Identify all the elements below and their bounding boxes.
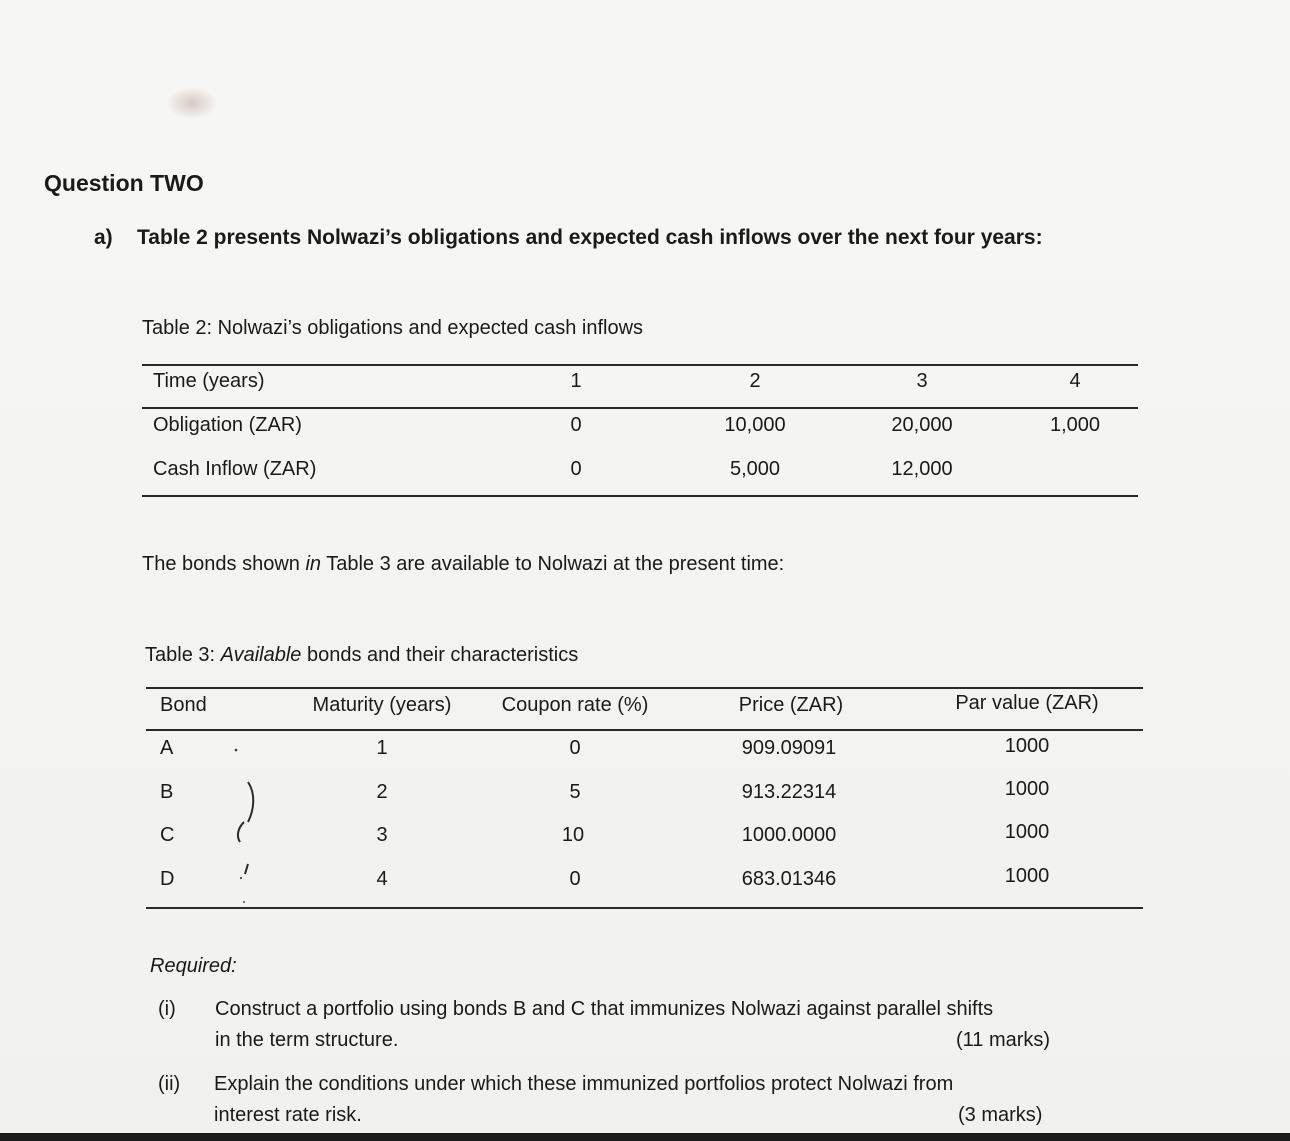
table2-cell: 5,000 bbox=[729, 458, 781, 480]
bottom-edge-bar bbox=[0, 1133, 1290, 1141]
table3-cell: 1000 bbox=[1004, 821, 1050, 843]
table2-caption: Table 2: Nolwazi’s obligations and expected cash inflows bbox=[142, 317, 644, 339]
table3-bond-label: D bbox=[160, 868, 175, 890]
table2-header-year: 4 bbox=[1069, 370, 1081, 392]
table3-top-rule bbox=[146, 687, 1143, 689]
required-label: Required: bbox=[150, 955, 237, 977]
table3-cell: 1 bbox=[376, 737, 388, 759]
table3-cell: 0 bbox=[569, 737, 581, 759]
table3-cell: 3 bbox=[376, 824, 388, 846]
table2-header-rule bbox=[142, 407, 1138, 409]
table3-header: Bond bbox=[160, 694, 207, 716]
table3-header: Maturity (years) bbox=[312, 694, 452, 716]
table3-header-rule bbox=[146, 729, 1143, 731]
table2-row-label: Cash Inflow (ZAR) bbox=[153, 458, 317, 480]
table3-cell: 1000 bbox=[1004, 735, 1050, 757]
handwritten-pen-mark bbox=[226, 738, 266, 908]
table3-caption: Table 3: Available bonds and their characteristics bbox=[145, 644, 579, 666]
table2-bottom-rule bbox=[142, 495, 1138, 497]
part-label: a) bbox=[94, 226, 113, 249]
item-marks: (3 marks) bbox=[958, 1104, 1043, 1126]
table2-header-year: 1 bbox=[570, 370, 582, 392]
item-number: (i) bbox=[158, 998, 176, 1020]
paper-smudge bbox=[168, 88, 216, 118]
table2-cell: 0 bbox=[570, 414, 582, 436]
bonds-intro: The bonds shown in Table 3 are available to Nolwazi at the present time: bbox=[142, 553, 785, 575]
table3-cell: 1000 bbox=[1004, 865, 1050, 887]
table3-bond-label: B bbox=[160, 781, 174, 803]
table3-header: Price (ZAR) bbox=[738, 694, 844, 716]
table3-cell: 2 bbox=[376, 781, 388, 803]
table3-cell: 913.22314 bbox=[741, 781, 837, 803]
table2-top-rule bbox=[142, 364, 1138, 366]
table2-cell: 20,000 bbox=[891, 414, 953, 436]
table2-row-label: Obligation (ZAR) bbox=[153, 414, 302, 436]
table3-cell: 5 bbox=[569, 781, 581, 803]
question-title: Question TWO bbox=[44, 170, 204, 196]
table3-header: Par value (ZAR) bbox=[955, 692, 1099, 714]
table2-header-year: 3 bbox=[916, 370, 928, 392]
item-text: in the term structure. bbox=[215, 1029, 399, 1051]
table3-cell: 0 bbox=[569, 868, 581, 890]
table3-cell: 909.09091 bbox=[741, 737, 837, 759]
table3-bottom-rule bbox=[146, 907, 1143, 909]
table3-bond-label: C bbox=[160, 824, 175, 846]
table3-cell: 1000.0000 bbox=[741, 824, 837, 846]
table2-header-year: 2 bbox=[749, 370, 761, 392]
item-marks: (11 marks) bbox=[956, 1029, 1051, 1051]
item-text: Construct a portfolio using bonds B and C that immunizes Nolwazi against parallel shifts bbox=[215, 998, 994, 1020]
table3-cell: 4 bbox=[376, 868, 388, 890]
table2-cell: 10,000 bbox=[724, 414, 786, 436]
item-number: (ii) bbox=[158, 1073, 181, 1095]
item-text: interest rate risk. bbox=[214, 1104, 362, 1126]
table2-cell: 12,000 bbox=[891, 458, 953, 480]
table3-cell: 683.01346 bbox=[741, 868, 837, 890]
table2-header-label: Time (years) bbox=[153, 370, 265, 392]
table3-bond-label: A bbox=[160, 737, 174, 759]
table3-cell: 1000 bbox=[1004, 778, 1050, 800]
table2-cell: 1,000 bbox=[1049, 414, 1101, 436]
table2-cell: 0 bbox=[570, 458, 582, 480]
table3-cell: 10 bbox=[561, 824, 585, 846]
part-intro: Table 2 presents Nolwazi’s obligations and expected cash inflows over the next four years: bbox=[137, 226, 1043, 249]
item-text: Explain the conditions under which these immunized portfolios protect Nolwazi from bbox=[214, 1073, 954, 1095]
table3-header: Coupon rate (%) bbox=[501, 694, 649, 716]
